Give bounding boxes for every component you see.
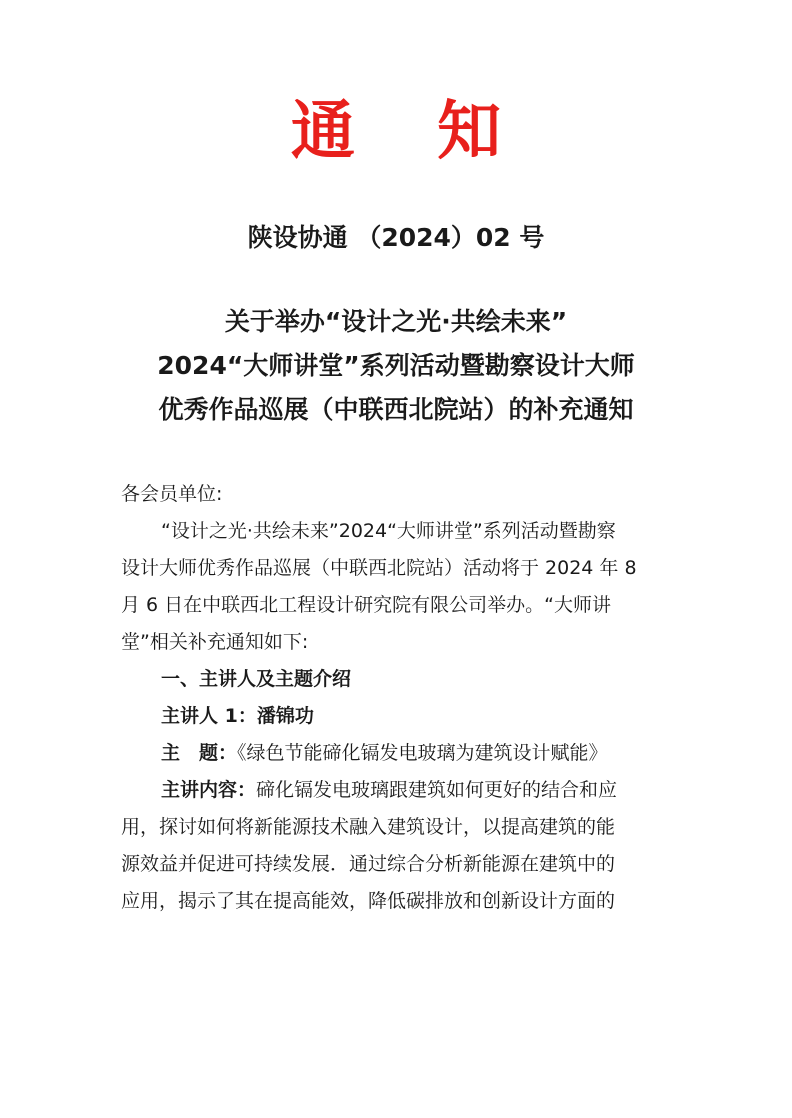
content-line-4: 应用，揭示了其在提高能效，降低碳排放和创新设计方面的 <box>121 890 616 912</box>
document-number: 陕设协通 （2024）02 号 <box>247 223 545 252</box>
intro-line-1: “设计之光·共绘未来”2024“大师讲堂”系列活动暨勘察 <box>161 520 616 542</box>
topic-label: 主 题： <box>161 742 238 764</box>
section-1-title: 一、主讲人及主题介绍 <box>161 668 352 690</box>
body-text <box>121 476 681 920</box>
salutation: 各会员单位: <box>121 483 223 505</box>
speaker-1-label: 主讲人 1： <box>161 705 257 727</box>
heading-line-3: 优秀作品巡展（中联西北院站）的补充通知 <box>158 395 634 424</box>
content-line-3: 源效益并促进可持续发展．通过综合分析新能源在建筑中的 <box>121 853 616 875</box>
intro-line-4: 堂”相关补充通知如下: <box>121 631 309 653</box>
speaker-1-name: 潘锦功 <box>256 705 314 727</box>
heading-line-1: 关于举办“设计之光·共绘未来” <box>224 307 568 336</box>
heading-line-2: 2024“大师讲堂”系列活动暨勘察设计大师 <box>157 351 635 380</box>
intro-line-3: 月 6 日在中联西北工程设计研究院有限公司举办。“大师讲 <box>121 594 612 616</box>
topic-line <box>121 735 681 772</box>
notice-title: 通 知 <box>290 95 532 169</box>
content-label: 主讲内容： <box>161 779 257 801</box>
intro-line-2: 设计大师优秀作品巡展（中联西北院站）活动将于 2024 年 8 <box>121 557 637 579</box>
content-line-1 <box>121 772 681 809</box>
content-text-1: 碲化镉发电玻璃跟建筑如何更好的结合和应 <box>256 779 618 801</box>
speaker-1-line <box>121 698 681 735</box>
content-line-2: 用，探讨如何将新能源技术融入建筑设计，以提高建筑的能 <box>121 816 616 838</box>
document-heading <box>0 300 792 432</box>
topic-value: 《绿色节能碲化镉发电玻璃为建筑设计赋能》 <box>237 742 608 764</box>
